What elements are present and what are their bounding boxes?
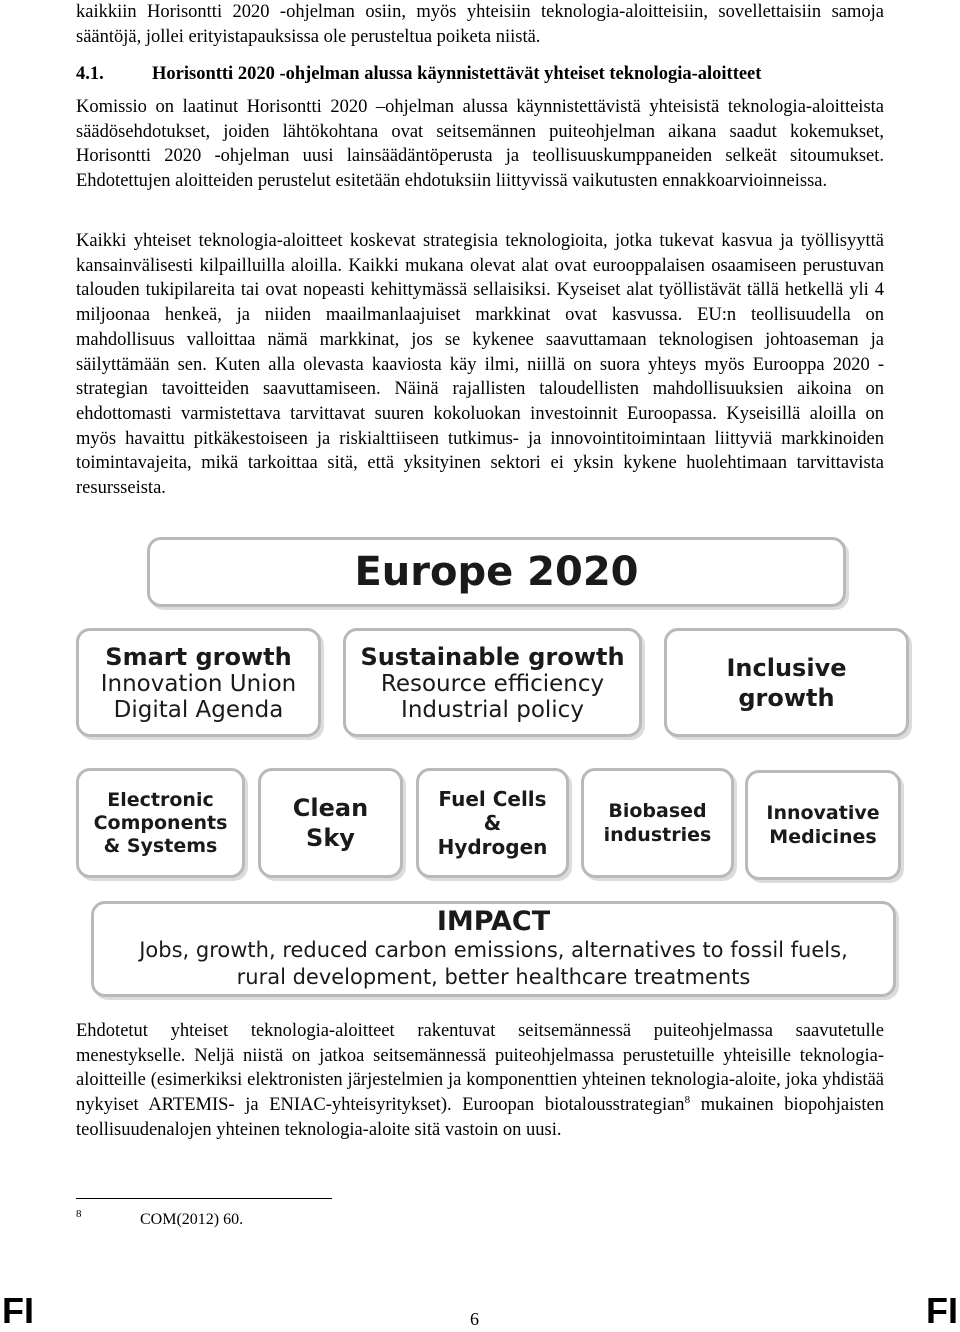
pillar-inclusive-growth (664, 628, 909, 737)
pillar-title: Sustainable growth (360, 642, 625, 671)
pillar-line: Industrial policy (401, 696, 584, 723)
pillar-sustainable-growth (343, 628, 642, 737)
europe-2020-header: Europe 2020 (147, 537, 846, 607)
pillar-title: Smart growth (105, 642, 292, 671)
pillar-smart-growth (76, 628, 321, 737)
footnote-separator (76, 1198, 332, 1199)
impact-box (91, 901, 896, 997)
pillar-title: Inclusive growth (726, 653, 847, 712)
initiative-innovative-medicines: Innovative Medicines (745, 770, 901, 880)
language-code-right: FI (926, 1290, 958, 1331)
intro-paragraph: kaikkiin Horisontti 2020 -ohjelman osiin, myös yhteisiin teknologia-aloitteisiin, sovellettaisiin samoja sääntöjä, jollei erityistapauksissa ole perusteltua poiketa niistä. (76, 2, 884, 47)
closing-paragraph: Ehdotetut yhteiset teknologia-aloitteet rakentuvat seitsemännessä puiteohjelmassa saavutetulle menestykselle. Neljä niistä on jatkoa seitsemännessä puiteohjelmassa perustetuille yhteisille teknologia-aloitteille (esimerkiksi elektronisten järjestelmien ja komponenttien yhteinen teknologia-aloite, joka yhdistää nykyiset ARTEMIS- ja ENIAC-yhteisyritykset). Euroopan biotalousstrategian$^8$ mukainen biopohjaisten teollisuudenalojen yhteinen teknologia-aloite sitä vastoin on uusi. (76, 1021, 884, 1140)
impact-title: IMPACT (436, 906, 551, 937)
pillar-line: Innovation Union (100, 670, 297, 697)
section-number: 4.1. (76, 64, 104, 84)
section-title: Horisontti 2020 -ohjelman alussa käynnistettävät yhteiset teknologia-aloitteet (152, 64, 762, 84)
body-paragraph-2: Kaikki yhteiset teknologia-aloitteet koskevat strategisia teknologioita, jotka tukevat kasvua ja työllisyyttä kansainvälisesti kilpailluilla aloilla. Kaikki mukana olevat alat ovat eurooppalaisen osaamiseen perustuvan talouden tukipilareita tai ovat nopeasti kehittymässä sellaisiksi. Kyseiset alat työllistävät tällä hetkellä yli 4 miljoonaa henkeä, ja niiden maailmanlaajuiset markkinat ovat kasvussa. EU:n teollisuudella on mahdollisuus valloittaa nämä markkinat, jos se kykenee saavuttamaan teknologisen johtoaseman ja säilyttämään sen. Kuten alla olevasta kaaviosta käy ilmi, niillä on suora yhteys myös Eurooppa 2020 -strategian tavoitteiden saavuttamiseen. Näinä rajallisten taloudellisten mahdollisuuksien aikoina on ehdottomasti varmistettava tarvittavat suuren kokoluokan investoinnit Euroopassa. Kyseisillä aloilla on myös havaittu pitkäkestoiseen ja riskialttiiseen tutkimus- ja innovointitoimintaan liittyviä markkinoiden toimintavajeita, mikä tarkoittaa sitä, että yksityinen sektori ei yksin kykene huolehtimaan tarvittavista resursseista. (76, 231, 884, 499)
initiative-biobased-industries: Biobased industries (581, 768, 734, 878)
page-number: 6 (470, 1309, 479, 1329)
initiative-fuel-cells-hydrogen: Fuel Cells & Hydrogen (416, 768, 569, 878)
section-heading (76, 62, 884, 86)
impact-line: Jobs, growth, reduced carbon emissions, alternatives to fossil fuels, (139, 938, 848, 962)
footnote-text: COM(2012) 60. (140, 1211, 244, 1228)
impact-line: rural development, better healthcare treatments (236, 965, 751, 989)
initiative-electronic-components: Electronic Components & Systems (76, 768, 245, 878)
body-paragraph-1: Komissio on laatinut Horisontti 2020 –ohjelman alussa käynnistettävistä yhteisistä teknologia-aloitteista säädösehdotukset, joiden lähtökohtana ovat seitsemännen puiteohjelman aikana saadut kokemukset, Horisontti 2020 -ohjelman uusi lainsäädäntöperusta ja teollisuuskumppaneiden selkeät sitoumukset. Ehdotettujen aloitteiden perustelut esitetään ehdotuksiin liittyvissä vaikutusten ennakkoarvioinneissa. (76, 97, 884, 192)
language-code-left: FI (2, 1290, 34, 1331)
footnote-reference[interactable]: 8 (684, 1094, 691, 1107)
pillar-line: Digital Agenda (113, 696, 284, 723)
initiative-clean-sky: Clean Sky (258, 768, 403, 878)
footnote-number: 8 (76, 1208, 82, 1220)
pillar-line: Resource efficiency (380, 670, 605, 697)
